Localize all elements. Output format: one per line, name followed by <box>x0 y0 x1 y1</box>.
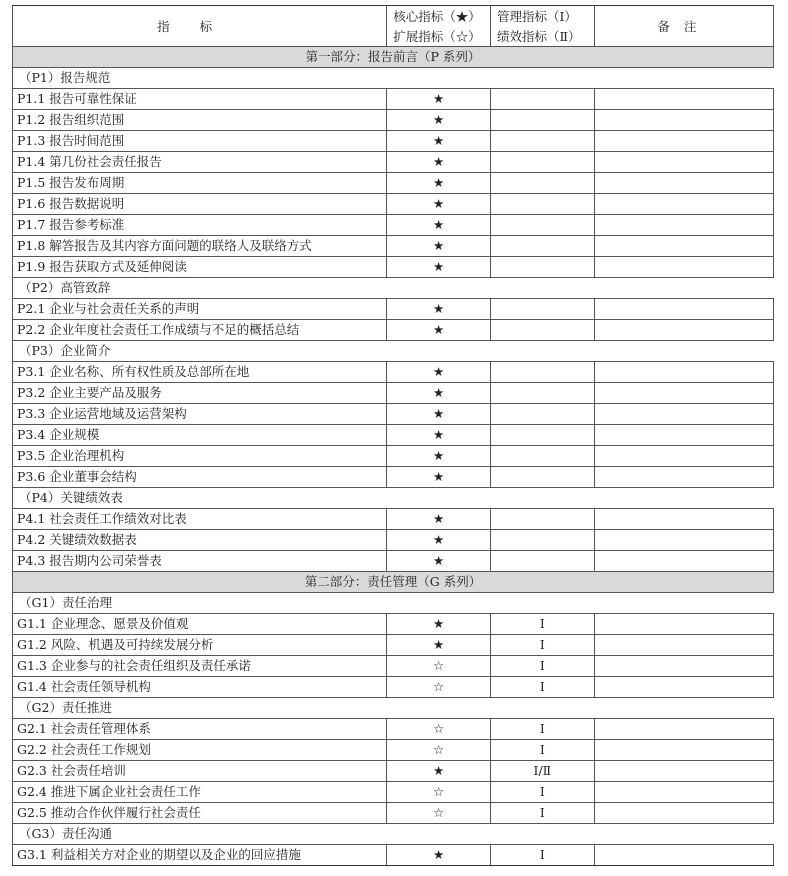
core-mark: ☆ <box>387 677 491 698</box>
table-body <box>13 47 774 866</box>
group-title: （P3）企业简介 <box>13 341 774 362</box>
core-mark: ★ <box>387 530 491 551</box>
group-row <box>13 824 774 845</box>
core-mark: ☆ <box>387 656 491 677</box>
table-row <box>13 467 774 488</box>
table-header <box>13 6 774 47</box>
table-row <box>13 257 774 278</box>
table-row <box>13 446 774 467</box>
management-mark: Ⅰ <box>490 803 594 824</box>
core-mark: ★ <box>387 320 491 341</box>
note-cell <box>594 635 773 656</box>
note-cell <box>594 320 773 341</box>
indicator-name: G2.4 推进下属企业社会责任工作 <box>13 782 387 803</box>
group-row <box>13 68 774 89</box>
management-mark <box>490 131 594 152</box>
group-row <box>13 593 774 614</box>
management-mark <box>490 152 594 173</box>
indicator-name: G3.1 利益相关方对企业的期望以及企业的回应措施 <box>13 845 387 866</box>
management-mark <box>490 362 594 383</box>
management-mark <box>490 404 594 425</box>
table-row <box>13 425 774 446</box>
core-mark: ★ <box>387 425 491 446</box>
indicator-name: G2.3 社会责任培训 <box>13 761 387 782</box>
management-mark <box>490 383 594 404</box>
management-mark: Ⅰ <box>490 845 594 866</box>
table-row <box>13 299 774 320</box>
table-row <box>13 89 774 110</box>
indicator-name: P3.4 企业规模 <box>13 425 387 446</box>
indicator-name: G1.4 社会责任领导机构 <box>13 677 387 698</box>
indicator-name: P3.5 企业治理机构 <box>13 446 387 467</box>
group-row <box>13 278 774 299</box>
core-mark: ★ <box>387 383 491 404</box>
table-row <box>13 194 774 215</box>
core-mark: ★ <box>387 845 491 866</box>
group-row <box>13 488 774 509</box>
table-row <box>13 173 774 194</box>
note-cell <box>594 236 773 257</box>
indicator-name: P1.7 报告参考标准 <box>13 215 387 236</box>
core-mark: ☆ <box>387 782 491 803</box>
note-cell <box>594 677 773 698</box>
indicator-table <box>12 5 774 866</box>
indicator-name: G1.3 企业参与的社会责任组织及责任承诺 <box>13 656 387 677</box>
header-note: 备注 <box>594 6 773 47</box>
group-title: （P4）关键绩效表 <box>13 488 774 509</box>
table-row <box>13 656 774 677</box>
table-row <box>13 362 774 383</box>
management-mark <box>490 446 594 467</box>
table-row <box>13 320 774 341</box>
indicator-name: G2.5 推动合作伙伴履行社会责任 <box>13 803 387 824</box>
indicator-name: P4.2 关键绩效数据表 <box>13 530 387 551</box>
management-mark <box>490 110 594 131</box>
management-mark: Ⅰ <box>490 656 594 677</box>
core-mark: ☆ <box>387 803 491 824</box>
group-row <box>13 698 774 719</box>
header-management-indicator: 管理指标（Ⅰ） <box>490 6 594 27</box>
core-mark: ★ <box>387 614 491 635</box>
table-row <box>13 404 774 425</box>
indicator-name: P1.6 报告数据说明 <box>13 194 387 215</box>
core-mark: ★ <box>387 404 491 425</box>
indicator-name: P1.3 报告时间范围 <box>13 131 387 152</box>
core-mark: ★ <box>387 257 491 278</box>
core-mark: ★ <box>387 362 491 383</box>
core-mark: ★ <box>387 173 491 194</box>
core-mark: ★ <box>387 110 491 131</box>
note-cell <box>594 845 773 866</box>
header-performance-indicator: 绩效指标（Ⅱ） <box>490 26 594 47</box>
core-mark: ★ <box>387 299 491 320</box>
management-mark <box>490 509 594 530</box>
table-row <box>13 740 774 761</box>
management-mark <box>490 89 594 110</box>
indicator-name: G2.2 社会责任工作规划 <box>13 740 387 761</box>
section-row <box>13 572 774 593</box>
table-row <box>13 845 774 866</box>
header-indicator: 指标 <box>13 6 387 47</box>
management-mark: Ⅰ/Ⅱ <box>490 761 594 782</box>
note-cell <box>594 383 773 404</box>
management-mark <box>490 194 594 215</box>
note-cell <box>594 719 773 740</box>
note-cell <box>594 152 773 173</box>
note-cell <box>594 425 773 446</box>
management-mark <box>490 551 594 572</box>
table-row <box>13 152 774 173</box>
indicator-name: P4.3 报告期内公司荣誉表 <box>13 551 387 572</box>
table-row <box>13 215 774 236</box>
core-mark: ★ <box>387 89 491 110</box>
core-mark: ☆ <box>387 740 491 761</box>
indicator-name: P1.9 报告获取方式及延伸阅读 <box>13 257 387 278</box>
core-mark: ★ <box>387 152 491 173</box>
note-cell <box>594 89 773 110</box>
table-row <box>13 677 774 698</box>
table-row <box>13 110 774 131</box>
management-mark <box>490 173 594 194</box>
core-mark: ★ <box>387 761 491 782</box>
management-mark <box>490 320 594 341</box>
group-row <box>13 341 774 362</box>
management-mark <box>490 425 594 446</box>
core-mark: ★ <box>387 551 491 572</box>
management-mark: Ⅰ <box>490 719 594 740</box>
table-row <box>13 719 774 740</box>
note-cell <box>594 362 773 383</box>
indicator-name: P1.4 第几份社会责任报告 <box>13 152 387 173</box>
group-title: （G2）责任推进 <box>13 698 774 719</box>
table-row <box>13 782 774 803</box>
management-mark: Ⅰ <box>490 677 594 698</box>
group-title: （P2）高管致辞 <box>13 278 774 299</box>
note-cell <box>594 803 773 824</box>
core-mark: ★ <box>387 446 491 467</box>
management-mark <box>490 215 594 236</box>
indicator-name: P1.5 报告发布周期 <box>13 173 387 194</box>
group-title: （P1）报告规范 <box>13 68 774 89</box>
note-cell <box>594 299 773 320</box>
note-cell <box>594 740 773 761</box>
table-row <box>13 530 774 551</box>
group-title: （G1）责任治理 <box>13 593 774 614</box>
section-row <box>13 47 774 68</box>
table-row <box>13 236 774 257</box>
core-mark: ★ <box>387 131 491 152</box>
management-mark: Ⅰ <box>490 614 594 635</box>
note-cell <box>594 467 773 488</box>
table-row <box>13 803 774 824</box>
header-extended-indicator: 扩展指标（☆） <box>387 26 491 47</box>
indicator-name: P2.2 企业年度社会责任工作成绩与不足的概括总结 <box>13 320 387 341</box>
core-mark: ★ <box>387 194 491 215</box>
table-row <box>13 383 774 404</box>
management-mark <box>490 530 594 551</box>
section-title: 第二部分：责任管理（G 系列） <box>13 572 774 593</box>
core-mark: ★ <box>387 635 491 656</box>
management-mark: Ⅰ <box>490 782 594 803</box>
note-cell <box>594 761 773 782</box>
core-mark: ★ <box>387 467 491 488</box>
note-cell <box>594 173 773 194</box>
indicator-name: G1.1 企业理念、愿景及价值观 <box>13 614 387 635</box>
table-row <box>13 614 774 635</box>
indicator-name: G2.1 社会责任管理体系 <box>13 719 387 740</box>
note-cell <box>594 656 773 677</box>
indicator-name: P4.1 社会责任工作绩效对比表 <box>13 509 387 530</box>
indicator-name: P3.6 企业董事会结构 <box>13 467 387 488</box>
note-cell <box>594 110 773 131</box>
section-title: 第一部分：报告前言（P 系列） <box>13 47 774 68</box>
note-cell <box>594 404 773 425</box>
table-row <box>13 761 774 782</box>
management-mark <box>490 467 594 488</box>
indicator-table-container <box>12 5 774 866</box>
core-mark: ★ <box>387 509 491 530</box>
management-mark: Ⅰ <box>490 635 594 656</box>
table-row <box>13 131 774 152</box>
table-row <box>13 635 774 656</box>
indicator-name: P1.8 解答报告及其内容方面问题的联络人及联络方式 <box>13 236 387 257</box>
management-mark: Ⅰ <box>490 740 594 761</box>
indicator-name: P1.1 报告可靠性保证 <box>13 89 387 110</box>
core-mark: ★ <box>387 215 491 236</box>
indicator-name: P3.3 企业运营地域及运营架构 <box>13 404 387 425</box>
indicator-name: P2.1 企业与社会责任关系的声明 <box>13 299 387 320</box>
note-cell <box>594 551 773 572</box>
table-row <box>13 509 774 530</box>
indicator-name: P3.1 企业名称、所有权性质及总部所在地 <box>13 362 387 383</box>
table-row <box>13 551 774 572</box>
header-core-indicator: 核心指标（★） <box>387 6 491 27</box>
note-cell <box>594 614 773 635</box>
note-cell <box>594 257 773 278</box>
indicator-name: G1.2 风险、机遇及可持续发展分析 <box>13 635 387 656</box>
note-cell <box>594 446 773 467</box>
note-cell <box>594 509 773 530</box>
management-mark <box>490 257 594 278</box>
note-cell <box>594 782 773 803</box>
note-cell <box>594 530 773 551</box>
management-mark <box>490 299 594 320</box>
core-mark: ★ <box>387 236 491 257</box>
indicator-name: P3.2 企业主要产品及服务 <box>13 383 387 404</box>
management-mark <box>490 236 594 257</box>
indicator-name: P1.2 报告组织范围 <box>13 110 387 131</box>
note-cell <box>594 131 773 152</box>
note-cell <box>594 215 773 236</box>
core-mark: ☆ <box>387 719 491 740</box>
group-title: （G3）责任沟通 <box>13 824 774 845</box>
note-cell <box>594 194 773 215</box>
